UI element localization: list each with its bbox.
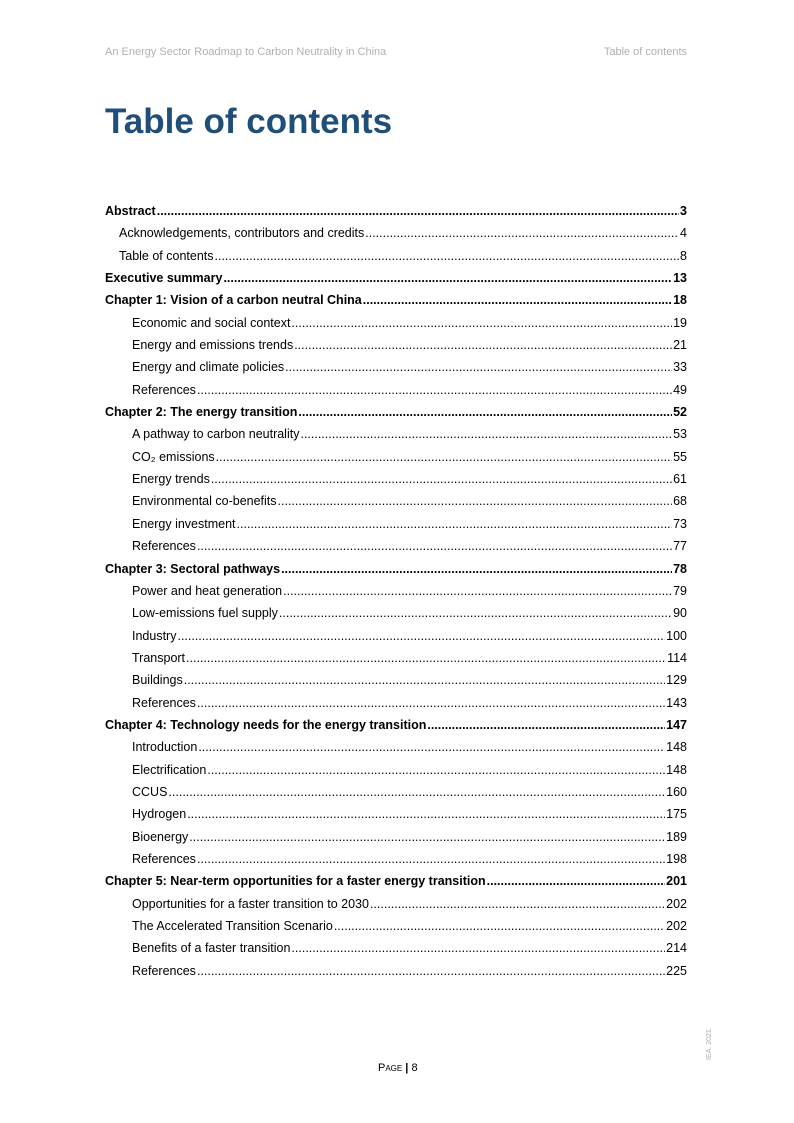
toc-entry-page: 52 (673, 405, 687, 420)
toc-entry-label: Energy and emissions trends (132, 338, 294, 353)
toc-entry-label: References (132, 539, 196, 554)
toc-entry[interactable] (105, 603, 687, 625)
toc-entry-page: 225 (666, 963, 687, 978)
dot-leader (279, 603, 672, 623)
toc-entry-label: References (132, 963, 196, 978)
running-header-section: Table of contents (603, 46, 687, 58)
dot-leader (198, 737, 665, 757)
toc-entry[interactable] (105, 447, 687, 469)
page-number: 8 (411, 1062, 418, 1074)
toc-entry-page: 18 (673, 293, 687, 308)
toc-entry[interactable] (105, 514, 687, 536)
dot-leader (197, 536, 672, 556)
toc-entry-label: Chapter 2: The energy transition (105, 405, 298, 420)
toc-entry[interactable] (105, 871, 687, 893)
toc-entry-label: Chapter 5: Near-term opportunities for a faster energy transition (105, 874, 486, 889)
toc-entry-page: 68 (673, 494, 687, 509)
toc-entry[interactable] (105, 380, 687, 402)
toc-entry-page: 100 (666, 628, 687, 643)
dot-leader (300, 424, 672, 444)
toc-entry-label: Hydrogen (132, 807, 187, 822)
toc-entry-label: Acknowledgements, contributors and credits (119, 226, 365, 241)
toc-entry[interactable] (105, 849, 687, 871)
dot-leader (291, 938, 665, 958)
toc-entry[interactable] (105, 648, 687, 670)
toc-entry-label: Introduction (132, 740, 198, 755)
toc-entry[interactable] (105, 670, 687, 692)
toc-entry[interactable] (105, 290, 687, 312)
dot-leader (197, 961, 665, 981)
toc-entry-page: 3 (680, 204, 687, 218)
dot-leader (298, 402, 672, 422)
toc-entry-page: 143 (666, 695, 687, 710)
toc-entry-label: Energy investment (132, 516, 236, 531)
toc-entry-page: 33 (673, 360, 687, 375)
dot-leader (281, 559, 672, 579)
toc-entry[interactable] (105, 559, 687, 581)
toc-entry-page: 78 (673, 561, 687, 576)
toc-entry-label: Benefits of a faster transition (132, 941, 291, 956)
dot-leader (189, 827, 665, 847)
toc-entry-label: Chapter 1: Vision of a carbon neutral China (105, 293, 362, 308)
toc-entry-page: 8 (680, 248, 687, 263)
dot-leader (168, 782, 665, 802)
dot-leader (291, 313, 672, 333)
toc-entry[interactable] (105, 626, 687, 648)
toc-entry-label: Power and heat generation (132, 583, 283, 598)
toc-entry-page: 114 (667, 650, 687, 665)
toc-entry-page: 4 (680, 226, 687, 241)
dot-leader (294, 335, 672, 355)
toc-entry[interactable] (105, 894, 687, 916)
dot-leader (370, 894, 665, 914)
dot-leader (157, 201, 679, 221)
toc-entry-page: 198 (666, 851, 687, 866)
toc-entry-page: 189 (666, 829, 687, 844)
toc-entry-page: 201 (666, 874, 687, 889)
toc-entry-label: Transport (132, 650, 186, 665)
dot-leader (285, 357, 672, 377)
dot-leader (197, 849, 665, 869)
page-title: Table of contents (105, 102, 393, 141)
toc-entry-page: 202 (666, 896, 687, 911)
toc-entry-label: CCUS (132, 784, 168, 799)
toc-entry[interactable] (105, 961, 687, 983)
toc-entry-label: Opportunities for a faster transition to 2030 (132, 896, 369, 911)
toc-entry-page: 19 (673, 315, 687, 330)
dot-leader (363, 290, 672, 310)
toc-entry[interactable] (105, 760, 687, 782)
toc-entry[interactable] (105, 491, 687, 513)
toc-entry-page: 175 (666, 807, 687, 822)
toc-entry[interactable] (105, 804, 687, 826)
dot-leader (177, 626, 665, 646)
toc-entry[interactable] (105, 469, 687, 491)
toc-entry[interactable] (105, 693, 687, 715)
toc-entry[interactable] (105, 827, 687, 849)
toc-entry-label: A pathway to carbon neutrality (132, 427, 300, 442)
page-separator: | (402, 1062, 412, 1074)
toc-entry-page: 148 (666, 740, 687, 755)
toc-entry-page: 21 (673, 338, 687, 353)
toc-entry[interactable] (105, 737, 687, 759)
dot-leader (186, 648, 666, 668)
toc-entry-page: 160 (666, 784, 687, 799)
toc-entry[interactable] (105, 938, 687, 960)
toc-entry[interactable] (105, 313, 687, 335)
toc-entry[interactable] (105, 581, 687, 603)
dot-leader (184, 670, 665, 690)
toc-entry-label: Environmental co-benefits (132, 494, 277, 509)
toc-entry[interactable] (105, 536, 687, 558)
toc-entry[interactable] (105, 246, 687, 268)
toc-entry[interactable] (105, 335, 687, 357)
toc-entry[interactable] (105, 402, 687, 424)
toc-entry-label: Industry (132, 628, 177, 643)
toc-entry-label: Low-emissions fuel supply (132, 606, 278, 621)
toc-entry-page: 202 (666, 919, 687, 933)
toc-entry-page: 79 (673, 583, 687, 598)
toc-entry-label: Energy trends (132, 472, 210, 487)
toc-entry[interactable] (105, 424, 687, 446)
toc-entry-label: Bioenergy (132, 829, 189, 844)
dot-leader (197, 380, 672, 400)
toc-entry-label: References (132, 382, 196, 397)
dot-leader (197, 693, 665, 713)
toc-entry[interactable] (105, 782, 687, 804)
dot-leader (216, 447, 672, 467)
toc-entry-label: The Accelerated Transition Scenario (132, 919, 333, 933)
dot-leader (187, 804, 665, 824)
toc-entry-page: 77 (673, 539, 687, 554)
dot-leader (223, 268, 672, 288)
toc-entry[interactable] (105, 201, 687, 223)
toc-entry-page: 147 (666, 717, 687, 732)
toc-entry-page: 61 (673, 472, 687, 487)
dot-leader (283, 581, 672, 601)
page-label: Page (378, 1062, 403, 1074)
toc-entry-page: 73 (673, 516, 687, 531)
toc-entry[interactable] (105, 916, 687, 938)
dot-leader (487, 871, 666, 891)
toc-entry-label: References (132, 851, 196, 866)
toc-entry-label: Chapter 3: Sectoral pathways (105, 561, 281, 576)
toc-entry-page: 13 (673, 271, 687, 286)
toc-entry-page: 55 (673, 449, 687, 464)
dot-leader (215, 246, 680, 266)
toc-entry-label: References (132, 695, 196, 710)
toc-entry-page: 129 (666, 673, 687, 688)
toc-entry[interactable] (105, 715, 687, 737)
dot-leader (237, 514, 673, 534)
dot-leader (211, 469, 672, 489)
toc-entry-page: 148 (666, 762, 687, 777)
toc-entry-page: 214 (666, 941, 687, 956)
toc-entry-label: Table of contents (119, 248, 214, 263)
toc-entry-label: Executive summary (105, 271, 223, 286)
dot-leader (334, 916, 665, 936)
toc-entry[interactable] (105, 223, 687, 245)
toc-entry[interactable] (105, 357, 687, 379)
running-header-title: An Energy Sector Roadmap to Carbon Neutrality in China (105, 46, 387, 58)
toc-entry-label: Economic and social context (132, 315, 291, 330)
toc-entry-label: Buildings (132, 673, 183, 688)
toc-entry-label: Electrification (132, 762, 207, 777)
toc-entry-label: Chapter 4: Technology needs for the energy transition (105, 717, 427, 732)
toc-entry-label: Abstract (105, 204, 156, 218)
toc-entry-page: 53 (673, 427, 687, 442)
toc-entry-page: 90 (673, 606, 687, 621)
toc-entry-page: 49 (673, 382, 687, 397)
dot-leader (207, 760, 665, 780)
copyright-note: IEA. 2021. (706, 1027, 713, 1060)
toc-entry-label: CO₂ emissions (132, 449, 215, 464)
toc-entry[interactable] (105, 268, 687, 290)
dot-leader (427, 715, 665, 735)
page-footer (378, 1062, 418, 1074)
dot-leader (278, 491, 673, 511)
dot-leader (365, 223, 679, 243)
table-of-contents (105, 201, 687, 983)
toc-entry-label: Energy and climate policies (132, 360, 285, 375)
